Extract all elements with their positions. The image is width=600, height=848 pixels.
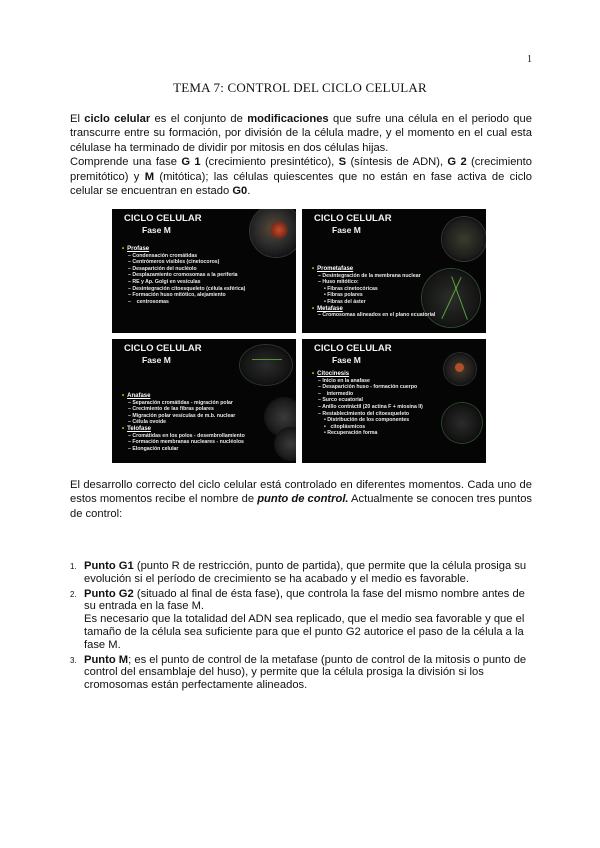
panel-list	[312, 371, 423, 437]
list-item: • Prometafase	[312, 266, 435, 273]
list-item: – Desintegración citoesqueleto (célula esférica)	[122, 286, 245, 293]
list-item: – Formación huso mitótico, alejamiento	[122, 292, 245, 299]
list-item: – Condensación cromátidas	[122, 253, 245, 260]
list-item: – centrosomas	[122, 299, 245, 306]
list-item: • Profase	[122, 246, 245, 253]
panel-title: CICLO CELULAR Fase M	[124, 343, 202, 365]
list-item: 2. Punto G2 (situado al final de ésta fase), que controla la fase del mismo nombre antes de su entrada en la fase M. Es necesario que la totalidad del ADN sea replicado, que el medio sea favorable y que el tamaño de la célula sea suficiente para que el punto G2 autorice el paso de la célula a la fase M.	[70, 587, 525, 651]
list-item: – Desplazamiento cromosomas a la periferia	[122, 272, 245, 279]
list-item: • Fibras del áster	[312, 299, 435, 306]
list-item: – Cromosomas alineados en el plano ecuatorial	[312, 312, 435, 319]
list-item: • Distribución de los componentes	[312, 417, 423, 424]
list-item: – Cromátidas en los polos - desembrollamiento	[122, 433, 245, 440]
list-item: 1. Punto G1 (punto R de restricción, punto de partida), que permite que la célula prosiga su evolución si el período de crecimiento se ha acabado y el medio es favorable.	[70, 560, 527, 585]
list-item: – intermedio	[312, 391, 423, 398]
list-item: – Desintegración de la membrana nuclear	[312, 273, 435, 280]
list-item: – Elongación celular	[122, 446, 245, 453]
panel-prometaphase	[302, 209, 486, 333]
list-item: • Anafase	[122, 393, 245, 400]
list-item: • Telofase	[122, 426, 245, 433]
page-title: TEMA 7: CONTROL DEL CICLO CELULAR	[173, 80, 427, 95]
list-item: – Célula ovoide	[122, 419, 245, 426]
list-item: • citoplásmicos	[312, 424, 423, 431]
list-item: • Fibras polares	[312, 292, 435, 299]
panel-title: CICLO CELULAR Fase M	[124, 213, 202, 235]
list-item: • Recuperación forma	[312, 430, 423, 437]
panel-list	[122, 393, 245, 452]
list-item: – Desaparición huso - formación cuerpo	[312, 384, 423, 391]
list-item: – Centrómeros visibles (cinetocoros)	[122, 259, 245, 266]
list-item: – Inicio en la anafase	[312, 378, 423, 385]
panel-list	[312, 266, 435, 319]
panel-anaphase	[112, 339, 296, 463]
list-item: – RE y Ap. Golgi en vesículas	[122, 279, 245, 286]
list-item: – Separación cromátidas - migración polar	[122, 400, 245, 407]
intro-paragraph: El ciclo celular es el conjunto de modificaciones que sufre una célula en el periodo que transcurre entre su formación, por división de la célula madre, y el momento en el cual esta célulase ha terminado de dividir por mitosis en dos células hijas. Comprende una fase G 1 (crecimiento presintético), S (síntesis de ADN), G 2 (crecimiento premitótico) y M (mitótica); las células quiescentes que no están en fase activa de ciclo celular se encuentran en estado G0.	[70, 113, 532, 198]
list-item: – Surco ecuatorial	[312, 397, 423, 404]
list-item: – Crecimiento de las fibras polares	[122, 406, 245, 413]
cell-cycle-figure	[112, 209, 486, 463]
list-item: • Citocinesis	[312, 371, 423, 378]
panel-list	[122, 246, 245, 305]
list-item: 3. Punto M; es el punto de control de la metafase (punto de control de la mitosis o punto de control del ensamblaje del huso), y permite que la célula prosiga la división si los cromosomas están perfectamente alineados.	[70, 653, 527, 692]
list-item: – Restablecimiento del citoesqueleto	[312, 411, 423, 418]
list-item: – Huso mitótico:	[312, 279, 435, 286]
control-points-list	[70, 560, 532, 694]
panel-title: CICLO CELULAR Fase M	[314, 343, 392, 365]
list-item: • Metafase	[312, 306, 435, 313]
list-item: – Formación membranas nucleares - nucléolos	[122, 439, 245, 446]
panel-prophase	[112, 209, 296, 333]
page-number: 1	[527, 54, 532, 65]
list-item: – Migración polar vesículas de m.b. nuclear	[122, 413, 245, 420]
list-item: • Fibras cinetocóricas	[312, 286, 435, 293]
control-paragraph: El desarrollo correcto del ciclo celular está controlado en diferentes momentos. Cada uno de estos momentos recibe el nombre de punto de control. Actualmente se conocen tres puntos de control:	[70, 479, 533, 520]
panel-cytokinesis	[302, 339, 486, 463]
panel-title: CICLO CELULAR Fase M	[314, 213, 392, 235]
list-item: – Desaparición del nucléolo	[122, 266, 245, 273]
list-item: – Anillo contráctil (20 actina F + miosina II)	[312, 404, 423, 411]
